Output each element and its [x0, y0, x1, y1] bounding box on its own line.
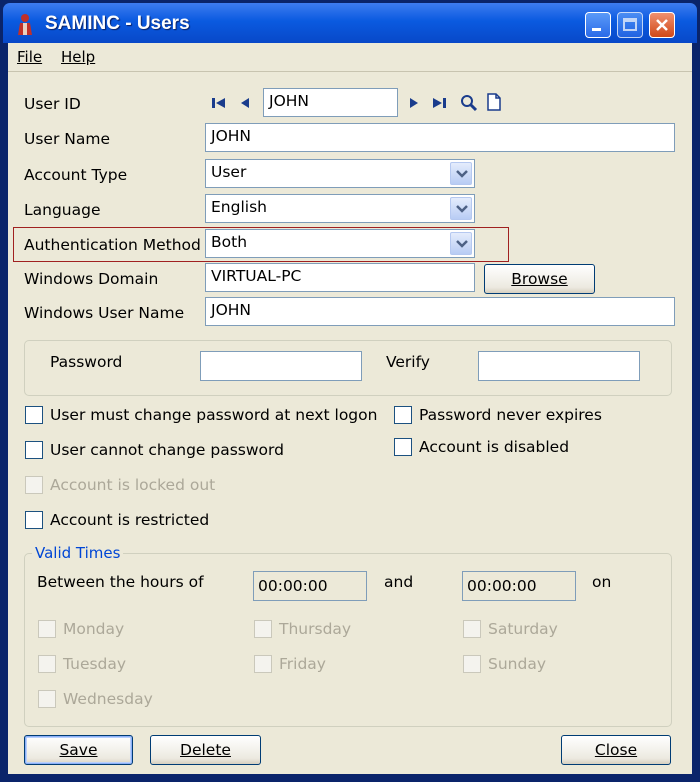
- restricted-checkbox[interactable]: [25, 511, 43, 529]
- never-expires-checkbox[interactable]: [394, 406, 412, 424]
- day-label-monday: Monday: [63, 620, 125, 638]
- windows-user-label: Windows User Name: [24, 304, 185, 322]
- language-select[interactable]: [205, 194, 475, 223]
- menu-bar: [8, 43, 692, 72]
- last-record-icon[interactable]: [431, 96, 447, 110]
- day-checkbox-wednesday: [38, 690, 56, 708]
- menu-file-label: File: [17, 48, 43, 66]
- window-title: SAMINC - Users: [45, 13, 190, 34]
- verify-field[interactable]: [478, 351, 640, 381]
- account-disabled-label: Account is disabled: [419, 438, 570, 456]
- first-record-icon[interactable]: [211, 96, 227, 110]
- chevron-down-icon: [456, 169, 468, 179]
- windows-user-field[interactable]: JOHN: [205, 297, 675, 326]
- day-checkbox-monday: [38, 620, 56, 638]
- restricted-label: Account is restricted: [50, 511, 210, 529]
- must-change-label: User must change password at next logon: [50, 406, 378, 424]
- account-type-value: User: [211, 163, 247, 181]
- save-label: Save: [59, 741, 98, 759]
- close-label: Close: [594, 741, 638, 759]
- start-time-field[interactable]: 00:00:00: [253, 571, 367, 601]
- user-id-field[interactable]: JOHN: [263, 88, 398, 117]
- minimize-button[interactable]: [585, 12, 611, 38]
- dropdown-arrow[interactable]: [450, 232, 472, 255]
- account-disabled-checkbox[interactable]: [394, 438, 412, 456]
- delete-button[interactable]: [150, 735, 261, 765]
- user-name-field[interactable]: JOHN: [205, 123, 675, 152]
- minimize-icon: [586, 13, 610, 37]
- close-window-button[interactable]: [649, 12, 675, 38]
- day-label-saturday: Saturday: [488, 620, 558, 638]
- delete-label: Delete: [180, 741, 231, 759]
- account-type-select[interactable]: [205, 159, 475, 188]
- day-label-thursday: Thursday: [279, 620, 352, 638]
- day-label-tuesday: Tuesday: [63, 655, 127, 673]
- verify-label: Verify: [386, 353, 430, 371]
- and-label: and: [384, 573, 414, 591]
- browse-button[interactable]: [484, 264, 595, 294]
- cannot-change-checkbox[interactable]: [25, 441, 43, 459]
- language-label: Language: [24, 201, 101, 219]
- day-checkbox-thursday: [254, 620, 272, 638]
- password-field[interactable]: [200, 351, 362, 381]
- never-expires-label: Password never expires: [419, 406, 602, 424]
- day-checkbox-tuesday: [38, 655, 56, 673]
- maximize-button[interactable]: [617, 12, 643, 38]
- search-icon[interactable]: [460, 94, 478, 112]
- chevron-down-icon: [456, 239, 468, 249]
- menu-help[interactable]: [61, 48, 95, 66]
- chevron-down-icon: [456, 204, 468, 214]
- app-person-icon: [15, 13, 35, 35]
- next-record-icon[interactable]: [408, 96, 420, 110]
- day-label-sunday: Sunday: [488, 655, 546, 673]
- valid-times-title: Valid Times: [32, 544, 123, 562]
- account-type-label: Account Type: [24, 166, 128, 184]
- day-checkbox-friday: [254, 655, 272, 673]
- dropdown-arrow[interactable]: [450, 162, 472, 185]
- close-button[interactable]: [561, 735, 671, 765]
- previous-record-icon[interactable]: [239, 96, 251, 110]
- auth-method-value: Both: [211, 233, 248, 251]
- between-hours-label: Between the hours of: [37, 573, 204, 591]
- menu-file[interactable]: [17, 48, 42, 66]
- dropdown-arrow[interactable]: [450, 197, 472, 220]
- maximize-icon: [618, 13, 642, 37]
- password-label: Password: [50, 353, 123, 371]
- user-id-label: User ID: [24, 95, 81, 113]
- client-area: [8, 43, 692, 774]
- day-checkbox-saturday: [463, 620, 481, 638]
- day-label-friday: Friday: [279, 655, 326, 673]
- language-value: English: [211, 198, 267, 216]
- end-time-field[interactable]: 00:00:00: [462, 571, 576, 601]
- cannot-change-label: User cannot change password: [50, 441, 284, 459]
- locked-out-label: Account is locked out: [50, 476, 216, 494]
- auth-method-select[interactable]: [205, 229, 475, 258]
- must-change-checkbox[interactable]: [25, 406, 43, 424]
- on-label: on: [592, 573, 612, 591]
- new-document-icon[interactable]: [486, 93, 502, 111]
- save-button[interactable]: [24, 735, 133, 765]
- auth-method-label: Authentication Method: [24, 236, 201, 254]
- user-name-label: User Name: [24, 130, 110, 148]
- windows-domain-label: Windows Domain: [24, 270, 159, 288]
- windows-domain-field[interactable]: VIRTUAL-PC: [205, 263, 475, 292]
- browse-label: Browse: [511, 270, 568, 288]
- locked-out-checkbox: [25, 476, 43, 494]
- menu-help-label: Help: [61, 48, 96, 66]
- day-label-wednesday: Wednesday: [63, 690, 153, 708]
- day-checkbox-sunday: [463, 655, 481, 673]
- title-bar[interactable]: [3, 3, 697, 43]
- close-icon: [650, 13, 674, 37]
